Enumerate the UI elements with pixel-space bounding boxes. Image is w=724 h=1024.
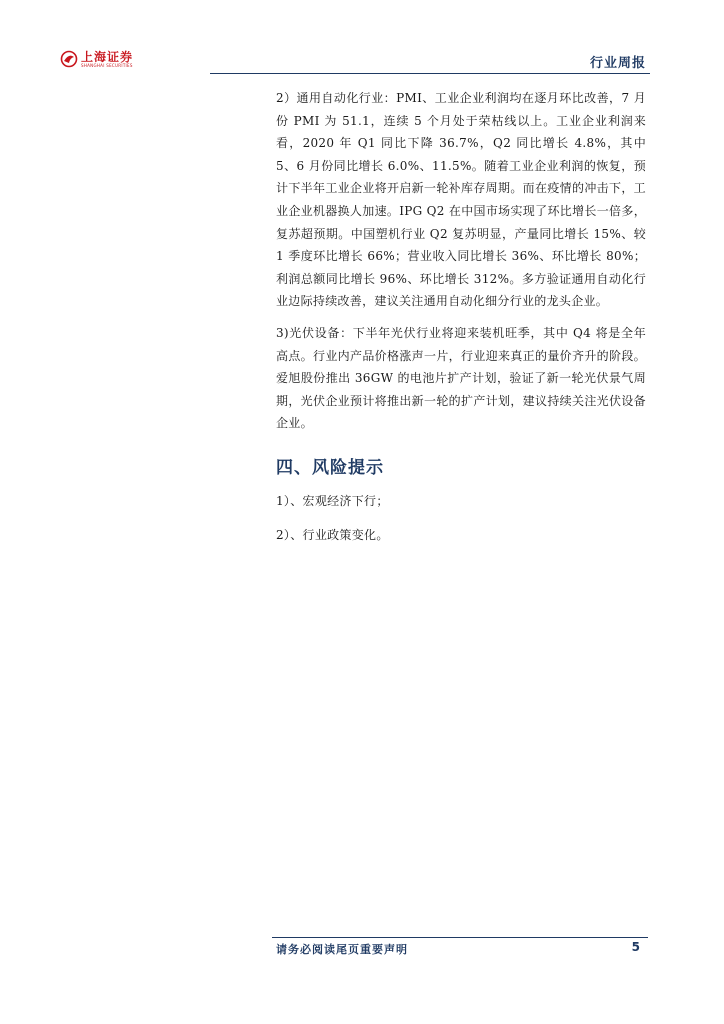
section-title-risk: 四、风险提示 [276, 457, 384, 478]
risk-item-policy: 2）、行业政策变化。 [276, 527, 389, 542]
logo-emblem-icon [60, 50, 78, 68]
page-footer [272, 937, 648, 959]
main-content [276, 87, 646, 558]
footer-divider [272, 937, 648, 938]
company-logo [60, 50, 133, 68]
page-number: 5 [631, 940, 640, 954]
logo-english-name: SHANGHAI SECURITIES [81, 62, 133, 68]
header-divider [210, 73, 650, 74]
report-type-label: 行业周报 [589, 56, 646, 71]
logo-chinese-name: 上海证券 [81, 49, 134, 64]
paragraph-general-automation: 2）通用自动化行业：PMI、工业企业利润均在逐月环比改善，7 月份 PMI 为 51.1，连续 5 个月处于荣枯线以上。工业企业利润来看，2020 年 Q1 同比下降 36.7%，Q2 同比增长 4.8%，其中 5、6 月份同比增长 6.0%、11.5%。随着工业企业利润的恢复，预计下半年工业企业将开启新一轮补库存周期。而在疫情的冲击下，工业企业机器换人加速。IPG Q2 在中国市场实现了环比增长一倍多，复苏超预期。中国塑机行业 Q2 复苏明显，产量同比增长 15%、较 1 季度环比增长 66%；营业收入同比增长 36%、环比增长 80%；利润总额同比增长 96%、环比增长 312%。多方验证通用自动化行业边际持续改善，建议关注通用自动化细分行业的龙头企业。 [276, 91, 646, 309]
paragraph-photovoltaic-equipment: 3)光伏设备：下半年光伏行业将迎来装机旺季，其中 Q4 将是全年高点。行业内产品价格涨声一片，行业迎来真正的量价齐升的阶段。爱旭股份推出 36GW 的电池片扩产计划，验证了新一轮光伏景气周期，光伏企业预计将推出新一轮的扩产计划，建议持续关注光伏设备企业。 [276, 325, 646, 431]
page-header [60, 50, 650, 76]
risk-item-macro: 1）、宏观经济下行； [276, 493, 389, 508]
footer-disclaimer: 请务必阅读尾页重要声明 [276, 943, 408, 956]
